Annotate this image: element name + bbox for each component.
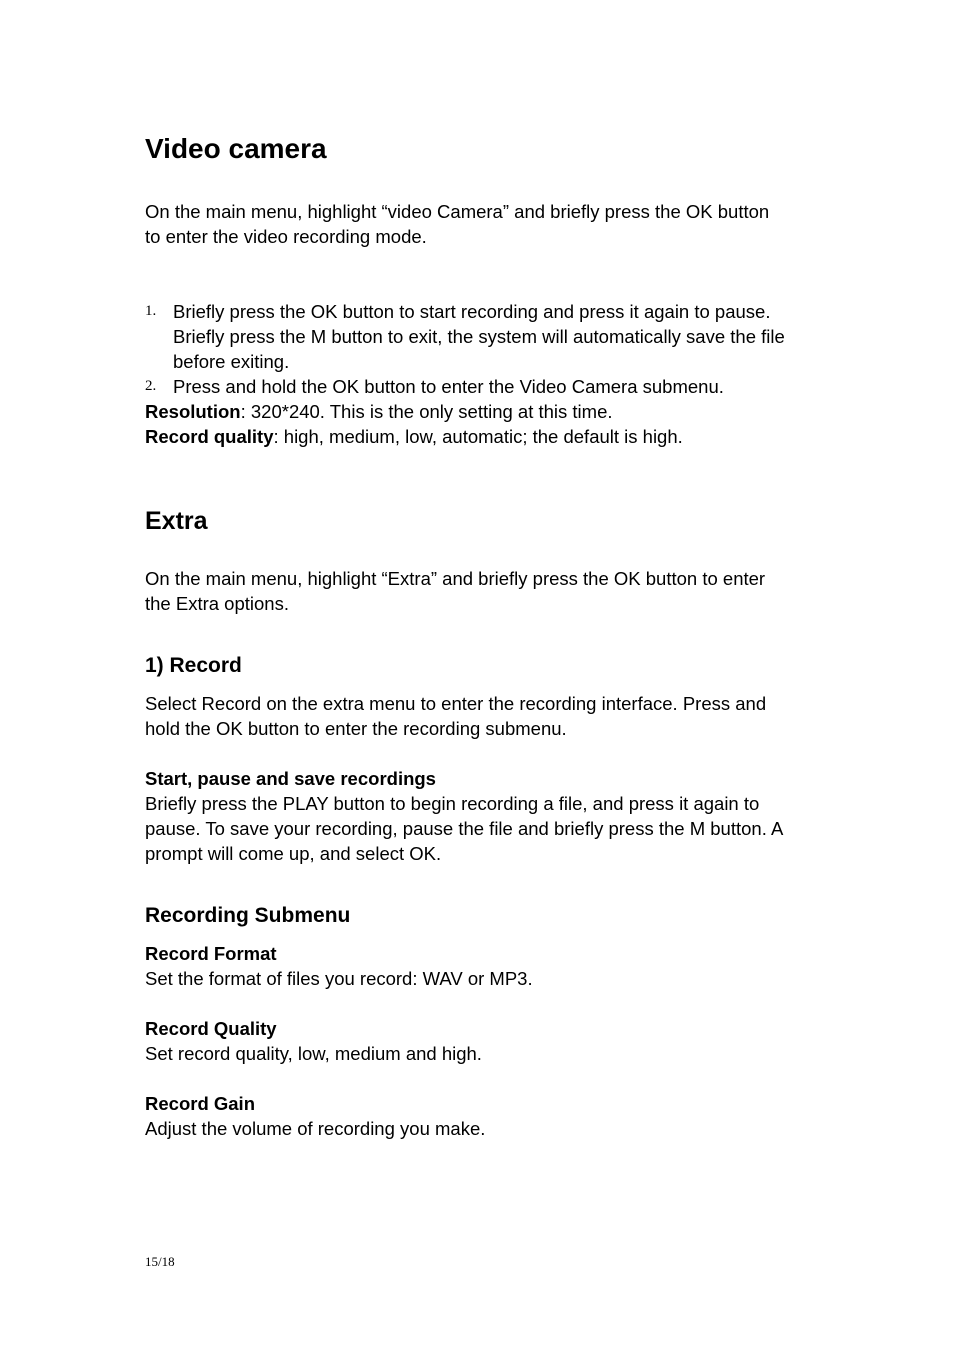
record-description-line-1: Select Record on the extra menu to enter the recording interface. Press and xyxy=(145,693,767,714)
list-item xyxy=(145,299,825,374)
list-item xyxy=(145,374,825,399)
video-camera-intro xyxy=(145,199,817,249)
record-gain-heading: Record Gain xyxy=(145,1093,255,1114)
video-camera-intro-line-2: to enter the video recording mode. xyxy=(145,226,427,247)
video-camera-intro-line-1: On the main menu, highlight “video Camera” and briefly press the OK button xyxy=(145,201,770,222)
extra-heading: Extra xyxy=(145,507,208,535)
record-quality-text-line: Set record quality, low, medium and high. xyxy=(145,1043,482,1064)
page-number: 15/18 xyxy=(145,1254,175,1269)
record-description xyxy=(145,691,817,741)
list-item-number: 2. xyxy=(145,378,157,394)
extra-intro xyxy=(145,566,817,616)
record-heading: 1) Record xyxy=(145,654,242,677)
extra-intro-line-2: the Extra options. xyxy=(145,593,289,614)
list-item-line-3: before exiting. xyxy=(173,351,290,372)
start-pause-save-line-2: pause. To save your recording, pause the file and briefly press the M button. A xyxy=(145,818,784,839)
start-pause-save-description xyxy=(145,791,817,866)
resolution-label: Resolution xyxy=(145,401,241,422)
start-pause-save-line-3: prompt will come up, and select OK. xyxy=(145,843,442,864)
record-gain-text: Adjust the volume of recording you make. xyxy=(145,1118,486,1139)
resolution-setting xyxy=(145,399,817,424)
record-quality-setting xyxy=(145,424,817,449)
record-quality-text: : high, medium, low, automatic; the default is high. xyxy=(273,426,683,447)
record-format-text: Set the format of files you record: WAV or MP3. xyxy=(145,968,533,989)
resolution-text: : 320*240. This is the only setting at this time. xyxy=(240,401,613,422)
list-item-number: 1. xyxy=(145,303,157,319)
list-item-line-1: Press and hold the OK button to enter the Video Camera submenu. xyxy=(173,376,724,397)
list-item-line-1: Briefly press the OK button to start recording and press it again to pause. xyxy=(173,301,771,322)
record-quality-heading: Record Quality xyxy=(145,1018,277,1039)
start-pause-save-heading: Start, pause and save recordings xyxy=(145,768,436,789)
video-camera-heading: Video camera xyxy=(145,133,327,164)
list-item-line-2: Briefly press the M button to exit, the system will automatically save the file xyxy=(173,326,785,347)
record-format-heading: Record Format xyxy=(145,943,277,964)
extra-intro-line-1: On the main menu, highlight “Extra” and briefly press the OK button to enter xyxy=(145,568,766,589)
record-description-line-2: hold the OK button to enter the recording submenu. xyxy=(145,718,567,739)
record-quality-label: Record quality xyxy=(145,426,274,447)
recording-submenu-heading: Recording Submenu xyxy=(145,904,351,927)
start-pause-save-line-1: Briefly press the PLAY button to begin recording a file, and press it again to xyxy=(145,793,760,814)
